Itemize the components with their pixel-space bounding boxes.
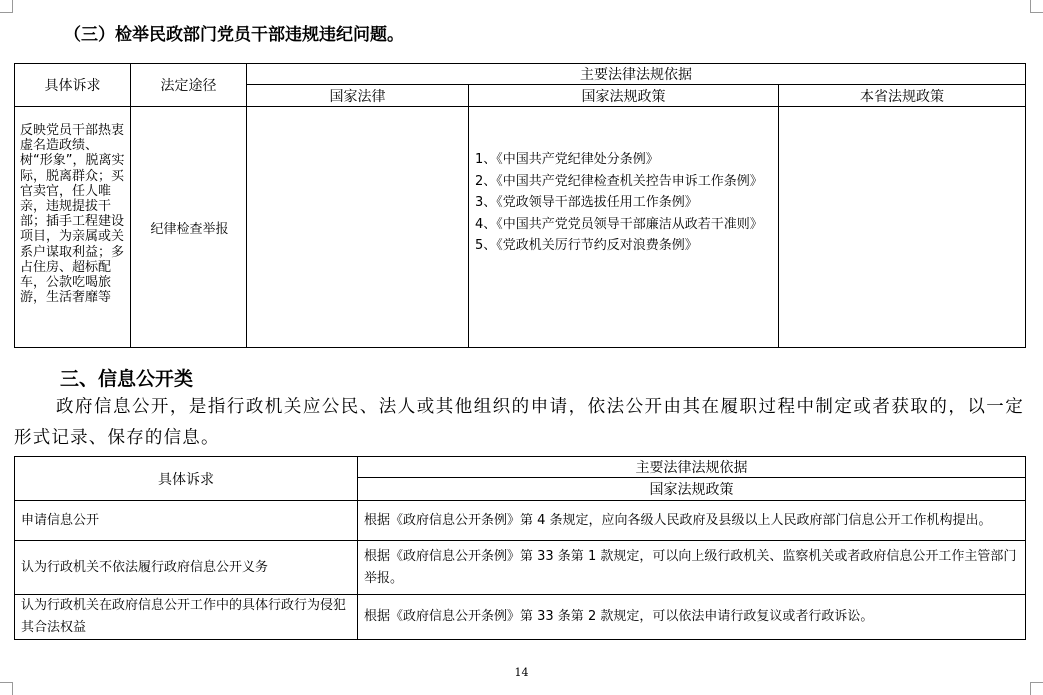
discipline-report-table xyxy=(14,63,1026,348)
crop-mark-bottom-right xyxy=(1030,682,1043,695)
list-item: 1、《中国共产党纪律处分条例》 xyxy=(475,152,659,167)
header-claim: 具体诉求 xyxy=(15,457,358,501)
list-item: 3、《党政领导干部选拔任用工作条例》 xyxy=(475,195,698,210)
section-heading: （三）检举民政部门党员干部违规违纪问题。 xyxy=(64,25,404,45)
header-national-law: 国家法律 xyxy=(247,85,469,107)
basis-cell: 根据《政府信息公开条例》第 33 条第 1 款规定，可以向上级行政机关、监察机关或者政府信息公开工作主管部门举报。 xyxy=(358,541,1026,595)
claim-cell: 申请信息公开 xyxy=(15,501,358,541)
section3-heading: 三、信息公开类 xyxy=(60,368,194,390)
claim-cell: 认为行政机关在政府信息公开工作中的具体行政行为侵犯其合法权益 xyxy=(15,595,358,640)
header-national-regs: 国家法规政策 xyxy=(358,478,1026,501)
list-item: 5、《党政机关厉行节约反对浪费条例》 xyxy=(475,238,698,253)
header-national-regs: 国家法规政策 xyxy=(469,85,779,107)
national-law-cell xyxy=(247,107,469,348)
header-basis: 主要法律法规依据 xyxy=(247,64,1026,85)
national-regs-cell xyxy=(469,107,779,348)
info-disclosure-table xyxy=(14,456,1026,640)
table-row xyxy=(15,541,1026,595)
route-cell: 纪律检查举报 xyxy=(131,107,247,348)
crop-mark-bottom-left xyxy=(0,682,13,695)
table-row xyxy=(15,501,1026,541)
section3-paragraph: 政府信息公开，是指行政机关应公民、法人或其他组织的申请，依法公开由其在履职过程中制定或者获取的，以一定形式记录、保存的信息。 xyxy=(14,397,1024,448)
claim-cell: 反映党员干部热衷虚名造政绩、树“形象”，脱离实际，脱离群众；买官卖官，任人唯亲，违规提拔干部；插手工程建设项目，为亲属或关系户谋取利益；多占住房、超标配车，公款吃喝旅游，生活奢靡等 xyxy=(15,107,131,348)
provincial-regs-cell xyxy=(779,107,1026,348)
crop-mark-top-right xyxy=(1030,0,1043,13)
basis-cell: 根据《政府信息公开条例》第 4 条规定，应向各级人民政府及县级以上人民政府部门信息公开工作机构提出。 xyxy=(358,501,1026,541)
header-route: 法定途径 xyxy=(131,64,247,107)
regulation-list xyxy=(475,107,772,257)
crop-mark-top-left xyxy=(0,0,13,13)
table-row xyxy=(15,595,1026,640)
claim-cell: 认为行政机关不依法履行政府信息公开义务 xyxy=(15,541,358,595)
header-provincial-regs: 本省法规政策 xyxy=(779,85,1026,107)
header-basis: 主要法律法规依据 xyxy=(358,457,1026,478)
list-item: 2、《中国共产党纪律检查机关控告申诉工作条例》 xyxy=(475,173,763,189)
header-claim: 具体诉求 xyxy=(15,64,131,107)
list-item: 4、《中国共产党党员领导干部廉洁从政若干准则》 xyxy=(475,216,763,232)
basis-cell: 根据《政府信息公开条例》第 33 条第 2 款规定，可以依法申请行政复议或者行政诉讼。 xyxy=(358,595,1026,640)
page-number: 14 xyxy=(514,666,529,679)
